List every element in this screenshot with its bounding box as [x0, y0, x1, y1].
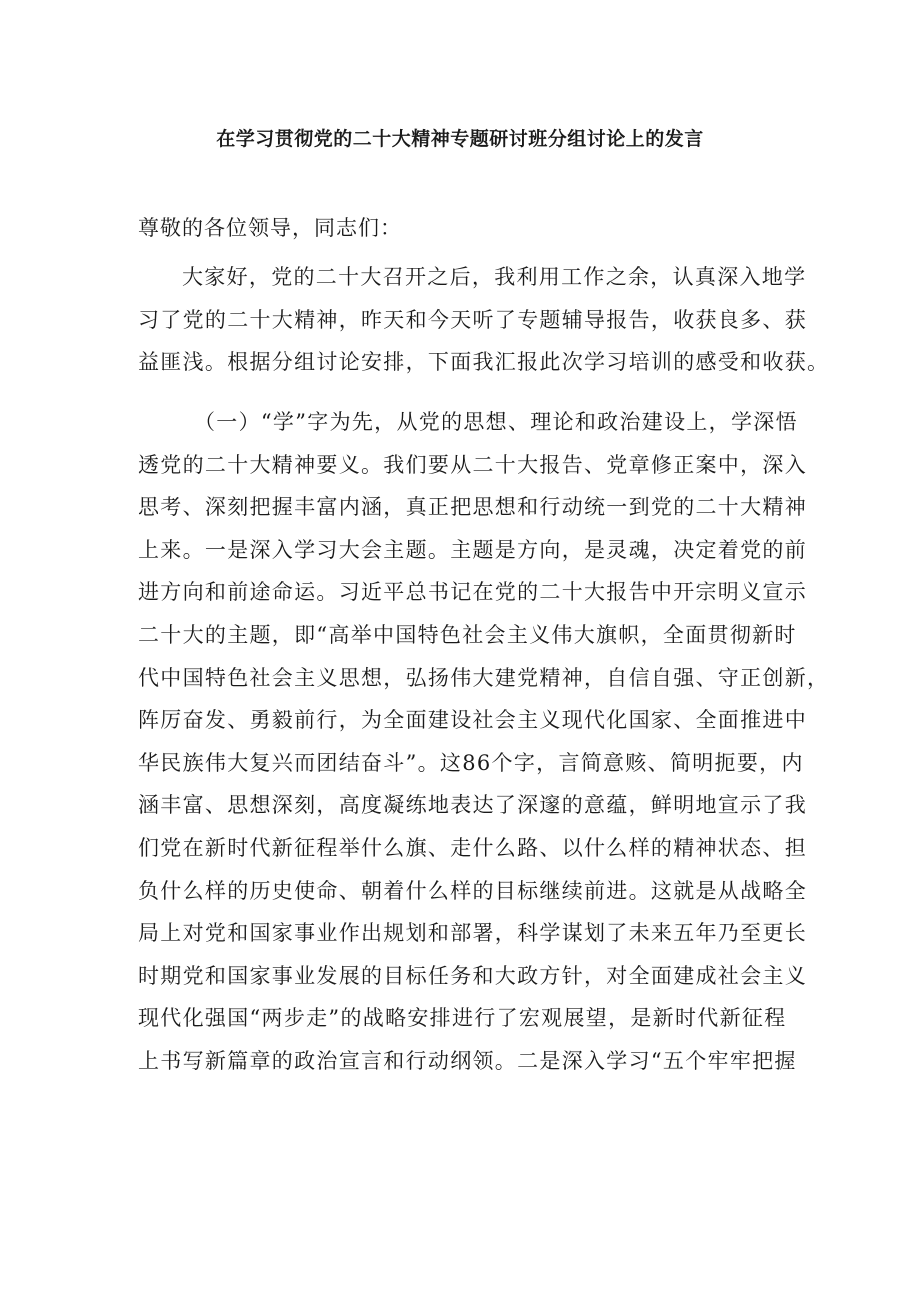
- paragraph-1-line: 益匪浅。根据分组讨论安排，下面我汇报此次学习培训的感受和收获。: [138, 350, 830, 375]
- paragraph-2-line: 思考、深刻把握丰富内涵，真正把思想和行动统一到党的二十大精神: [138, 495, 807, 520]
- paragraph-2-line: 代中国特色社会主义思想，弘扬伟大建党精神，自信自强、守正创新，: [138, 665, 830, 690]
- paragraph-2: [138, 401, 830, 1083]
- paragraph-2-line: 局上对党和国家事业作出规划和部署，科学谋划了未来五年乃至更长: [138, 921, 807, 946]
- paragraph-2-line: 涵丰富、思想深刻，高度凝练地表达了深邃的意蕴，鲜明地宣示了我: [138, 793, 807, 818]
- paragraph-2-line: 二十大的主题，即“高举中国特色社会主义伟大旗帜，全面贯彻新时: [138, 622, 797, 647]
- paragraph-2-line: 进方向和前途命运。习近平总书记在党的二十大报告中开宗明义宣示: [138, 580, 807, 605]
- document-title: 在学习贯彻党的二十大精神专题研讨班分组讨论上的发言: [216, 128, 704, 150]
- paragraph-1-line: 习了党的二十大精神，昨天和今天听了专题辅导报告，收获良多、获: [138, 307, 807, 332]
- paragraph-2-line: 现代化强国“两步走”的战略安排进行了宏观展望，是新时代新征程: [138, 1006, 787, 1031]
- paragraph-2-line: 透党的二十大精神要义。我们要从二十大报告、党章修正案中，深入: [138, 452, 807, 477]
- paragraph-2-line: 负什么样的历史使命、朝着什么样的目标继续前进。这就是从战略全: [138, 878, 807, 903]
- paragraph-2-line: 阵厉奋发、勇毅前行，为全面建设社会主义现代化国家、全面推进中: [138, 708, 807, 733]
- paragraph-2-line: 上书写新篇章的政治宣言和行动纲领。二是深入学习“五个牢牢把握: [138, 1048, 797, 1073]
- paragraph-2-line: 们党在新时代新征程举什么旗、走什么路、以什么样的精神状态、担: [138, 835, 807, 860]
- paragraph-2-line: 时期党和国家事业发展的目标任务和大政方针，对全面建成社会主义: [138, 963, 807, 988]
- salutation: 尊敬的各位领导，同志们：: [138, 216, 402, 240]
- paragraph-2-line: 华民族伟大复兴而团结奋斗”。这86个字，言简意赅、简明扼要，内: [138, 750, 804, 775]
- paragraph-1: [138, 256, 830, 384]
- paragraph-1-line: 大家好，党的二十大召开之后，我利用工作之余，认真深入地学: [182, 265, 807, 289]
- paragraph-2-line: （一）“学”字为先，从党的思想、理论和政治建设上，学深悟: [194, 410, 798, 434]
- paragraph-2-line: 上来。一是深入学习大会主题。主题是方向，是灵魂，决定着党的前: [138, 537, 807, 562]
